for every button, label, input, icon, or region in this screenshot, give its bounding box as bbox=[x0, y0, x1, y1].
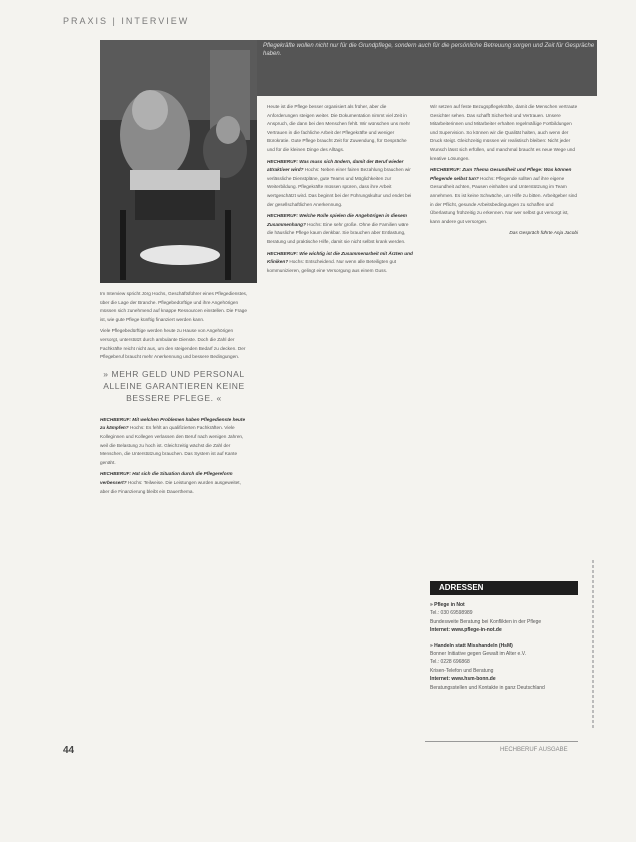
photo-caption: Pflegekräfte wollen nicht nur für die Grundpflege, sondern auch für die persönliche Betreuung sorgen und Zeit für Gespräche haben. bbox=[257, 40, 597, 96]
answer: Hochs: Es fehlt an qualifizierten Fachkräften. Viele Kolleginnen und Kollegen verlassen den Beruf nach wenigen Jahren, weil die Belastung zu hoch ist. Gleichzeitig wächst die Zahl der Menschen, die Unterstützung brauchen. Das System ist auf Kante genäht. bbox=[100, 425, 244, 465]
question: HECHBERUF: Zum Thema Gesundheit und Pflege: Was können Pflegende selbst tun? bbox=[430, 167, 572, 181]
author-signature: Das Gespräch führte Anja Jacobi bbox=[509, 230, 578, 236]
vertical-margin-text-decoration bbox=[588, 560, 598, 730]
footer-rule bbox=[425, 741, 578, 742]
address-line: Bonner Initiative gegen Gewalt im Alter e.V. bbox=[430, 651, 526, 658]
pull-quote: » MEHR GELD UND PERSONAL ALLEINE GARANTIEREN KEINE BESSERE PFLEGE. « bbox=[103, 368, 245, 403]
article-column-1 bbox=[100, 290, 248, 499]
answer: Hochs: Entscheidend. Nur wenn alle Beteiligten gut kommunizieren, gelingt eine Versorgung aus einem Guss. bbox=[267, 259, 396, 273]
address-website[interactable]: Internet: www.pflege-in-not.de bbox=[430, 627, 502, 634]
question: HECHBERUF: Was muss sich ändern, damit der Beruf wieder attraktiver wird? bbox=[267, 158, 404, 173]
paragraph: Wir setzen auf feste Bezugspflegekräfte, damit die Menschen vertraute Gesichter sehen. Das schafft Sicherheit und Vertrauen. Unsere Mitarbeiterinnen und Mitarbeiter erhalten regelmäßige Fortbildungen und Supervision. So können wir die Qualität halten, auch wenn der Druck steigt. Gleichzeitig müssen wir realistisch bleiben: Nicht jeder Wunsch lässt sich erfüllen, und manchmal braucht es neue Wege und kreative Lösungen. bbox=[430, 104, 578, 161]
question: HECHBERUF: Wie wichtig ist die Zusammenarbeit mit Ärzten und Kliniken? bbox=[267, 250, 413, 265]
intro-paragraph-2: Viele Pflegebedürftige werden heute zu Hause von Angehörigen versorgt, unterstützt durch ambulante Dienste. Doch die Zahl der Fachkräfte reicht nicht aus, um den steigenden Bedarf zu decken. Der Pflegeberuf braucht mehr Anerkennung und bessere Bedingungen. bbox=[100, 328, 246, 360]
answer: Hochs: Pflegende sollten auf ihre eigene Gesundheit achten, Pausen einhalten und Unterstützung im Team annehmen. Es ist keine Schwäche, um Hilfe zu bitten. Arbeitgeber sind in der Pflicht, gesunde Arbeitsbedingungen zu schaffen und Überlastung frühzeitig zu erkennen. Nur wer selbst gut versorgt ist, kann andere gut versorgen. bbox=[430, 175, 577, 224]
address-line: Bundesweite Beratung bei Konflikten in der Pflege bbox=[430, 618, 542, 625]
address-website[interactable]: Internet: www.hsm-bonn.de bbox=[430, 676, 496, 683]
answer: Hochs: Eine sehr große. Ohne die Familien wäre die häusliche Pflege kaum denkbar. Sie brauchen aber Entlastung, Beratung und praktische Hilfe, damit sie nicht selbst krank werden. bbox=[267, 221, 409, 244]
question: HECHBERUF: Welche Rolle spielen die Angehörigen in diesem Zusammenhang? bbox=[267, 213, 407, 227]
photo-elderly-woman-with-caregiver bbox=[100, 40, 257, 283]
footer-brand: HECHBERUF AUSGABE bbox=[500, 747, 568, 753]
paragraph: Heute ist die Pflege besser organisiert als früher, aber die Anforderungen steigen weiter. Die Dokumentation nimmt viel Zeit in Anspruch, die dann bei den Menschen fehlt. Wir wünschen uns mehr Vertrauen in die fachliche Arbeit der Pflegekräfte und weniger Bürokratie. Gute Pflege braucht Zeit für Zuwendung, für Gespräche und für die kleinen Dinge des Alltags. bbox=[267, 104, 411, 152]
address-line: Krisen-Telefon und Beratung bbox=[430, 667, 494, 674]
intro-paragraph: Im Interview spricht Jörg Hochs, Geschäftsführer eines Pflegedienstes, über die Lage der Branche. Pflegebedürftige und ihre Angehörigen müssen sich zunehmend auf knappe Ressourcen einstellen. Die Frage ist, wie gute Pflege künftig finanziert werden kann. bbox=[100, 291, 248, 322]
addresses-box bbox=[430, 601, 578, 699]
address-line: Beratungsstellen und Kontakte in ganz Deutschland bbox=[430, 684, 545, 691]
question: HECHBERUF: Mit welchen Problemen haben Pflegedienste heute zu kämpfen? bbox=[100, 416, 246, 431]
address-name: » Pflege in Not bbox=[430, 602, 465, 608]
page-number: 44 bbox=[63, 745, 75, 756]
article-photo bbox=[100, 40, 257, 283]
answer: Hochs: Teilweise. Die Leistungen wurden ausgeweitet, aber die Finanzierung bleibt ein Dauerthema. bbox=[100, 479, 241, 494]
address-line: Tel.: 030 69598989 bbox=[430, 610, 473, 617]
article-column-2 bbox=[267, 103, 415, 278]
section-header: PRAXIS | INTERVIEW bbox=[63, 16, 190, 26]
article-column-3 bbox=[430, 103, 578, 241]
addresses-heading: ADRESSEN bbox=[430, 581, 578, 595]
address-line: Tel.: 0228 696868 bbox=[430, 659, 470, 666]
answer: Hochs: Neben einer fairen Bezahlung brauchen wir verlässliche Dienstpläne, gute Teams und Möglichkeiten zur Weiterbildung. Pflegekräfte müssen spüren, dass ihre Arbeit wertgeschätzt wird. Das beginnt bei der Führungskultur und endet bei der gesellschaftlichen Anerkennung. bbox=[267, 167, 412, 207]
address-name: » Handeln statt Misshandeln (HsM) bbox=[430, 642, 513, 649]
question: HECHBERUF: Hat sich die Situation durch die Pflegereform verbessert? bbox=[100, 471, 233, 485]
